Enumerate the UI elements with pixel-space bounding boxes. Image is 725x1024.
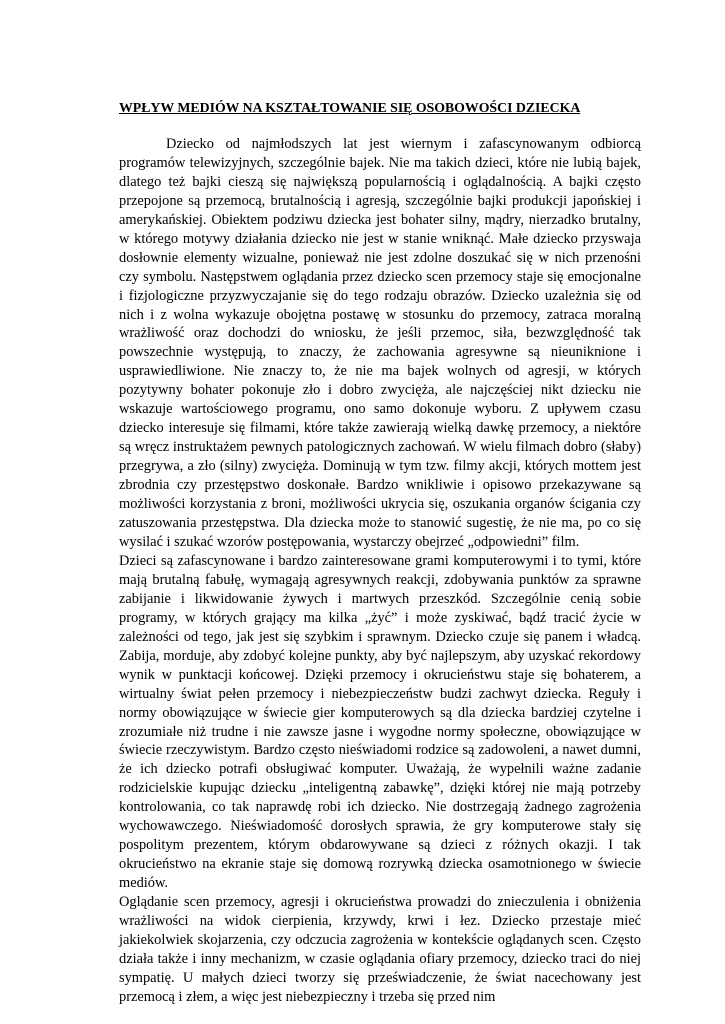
paragraph-desensitization: Oglądanie scen przemocy, agresji i okrucieństwa prowadzi do znieczulenia i obniżenia wrażliwości na widok cierpienia, krzywdy, krwi i łez. Dziecko przestaje mieć jakiekolwiek skojarzenia, czy odczucia zagrożenia w kontekście oglądanych scen. Często działa także i inny mechanizm, w czasie oglądania ofiary przemocy, dziecko traci do niej sympatię. U małych dzieci tworzy się przeświadczenie, że świat nacechowany jest przemocą i złem, a więc jest niebezpieczny i trzeba się przed nim xyxy=(119,894,641,1005)
document-title: WPŁYW MEDIÓW NA KSZTAŁTOWANIE SIĘ OSOBOWOŚCI DZIECKA xyxy=(119,100,581,115)
paragraph-computer-games: Dzieci są zafascynowane i bardzo zainteresowane grami komputerowymi i to tymi, które mają brutalną fabułę, wymagają agresywnych reakcji, zdobywania punktów za sprawne zabijanie i likwidowanie żywych i martwych przeszkód. Szczególnie cenią sobie programy, w których grający ma kilka „żyć” i może zyskiwać, bądź tracić życie w zależności od tego, jak jest się szybkim i sprawnym. Dziecko czuje się panem i władcą. Zabija, morduje, aby zdobyć kolejne punkty, aby być najlepszym, aby uzyskać rekordowy wynik w punktacji końcowej. Dzięki przemocy i okrucieństwu staje się bohaterem, a wirtualny świat pełen przemocy i niebezpieczeństw budzi zachwyt dziecka. Reguły i normy obowiązujące w świecie gier komputerowych są dla dziecka bardziej czytelne i zrozumiałe niż trudne i nie zawsze jasne i wygodne normy społeczne, obowiązujące w świecie rzeczywistym. Bardzo często nieświadomi rodzice są zadowoleni, a nawet dumni, że ich dziecko potrafi obsługiwać komputer. Uważają, że wypełnili ważne zadanie rodzicielskie kupując dziecku „inteligentną zabawkę”, dzięki której nie mają potrzeby kontrolowania, co tak naprawdę robi ich dziecko. Nie dostrzegają żadnego zagrożenia wychowawczego. Nieświadomość dorosłych sprawia, że gry komputerowe stały się pospolitym prezentem, którym obdarowywane są dzieci z różnych okazji. I tak okrucieństwo na ekranie staje się domową rozrywką dziecka osamotnionego w świecie mediów. xyxy=(119,552,641,892)
paragraph-cartoons: Dziecko od najmłodszych lat jest wiernym i zafascynowanym odbiorcą programów telewizyjnych, szczególnie bajek. Nie ma takich dzieci, które nie lubią bajek, dlatego też bajki cieszą się największą popularnością i oglądalnością. A bajki często przepojone są przemocą, brutalnością i agresją, szczególnie bajki produkcji japońskiej i amerykańskiej. Obiektem podziwu dziecka jest bohater silny, mądry, nierzadko brutalny, w którego motywy działania dziecko nie jest w stanie wniknąć. Małe dziecko przyswaja dosłownie elementy wizualne, ponieważ nie jest zdolne doszukać się w nich przenośni czy symbolu. Następstwem oglądania przez dziecko scen przemocy staje się emocjonalne i fizjologiczne przyzwyczajanie się do tego rodzaju obrazów. Dziecko uzależnia się od nich i z wolna wykazuje obojętna postawę w stosunku do przemocy, zatraca moralną wrażliwość oraz dochodzi do wniosku, że jeśli przemoc, siła, bezwzględność tak powszechnie występują, to znaczy, że zachowania agresywne są nieuniknione i usprawiedliwione. Nie znaczy to, że nie ma bajek wolnych od agresji, w których pozytywny bohater pokonuje zło i dobro zwycięża, ale najczęściej nikt dziecku nie wskazuje wartościowego programu, ono samo dokonuje wyboru. Z upływem czasu dziecko interesuje się filmami, które także zawierają wielką dawkę przemocy, a niektóre są wręcz instruktażem pewnych patologicznych zachowań. W wielu filmach dobro (słaby) przegrywa, a zło (silny) zwycięża. Dominują w tym tzw. filmy akcji, których mottem jest zbrodnia czy przestępstwo doskonałe. Bardzo wnikliwie i opisowo przekazywane są możliwości korzystania z broni, możliwości ukrycia się, oszukania organów ścigania czy zatuszowania przestępstwa. Dla dziecka może to stanowić sugestię, że nie ma, po co się wysilać i szukać wzorów postępowania, wystarczy obejrzeć „odpowiedni” film. xyxy=(119,135,641,550)
document-page xyxy=(119,99,641,1007)
